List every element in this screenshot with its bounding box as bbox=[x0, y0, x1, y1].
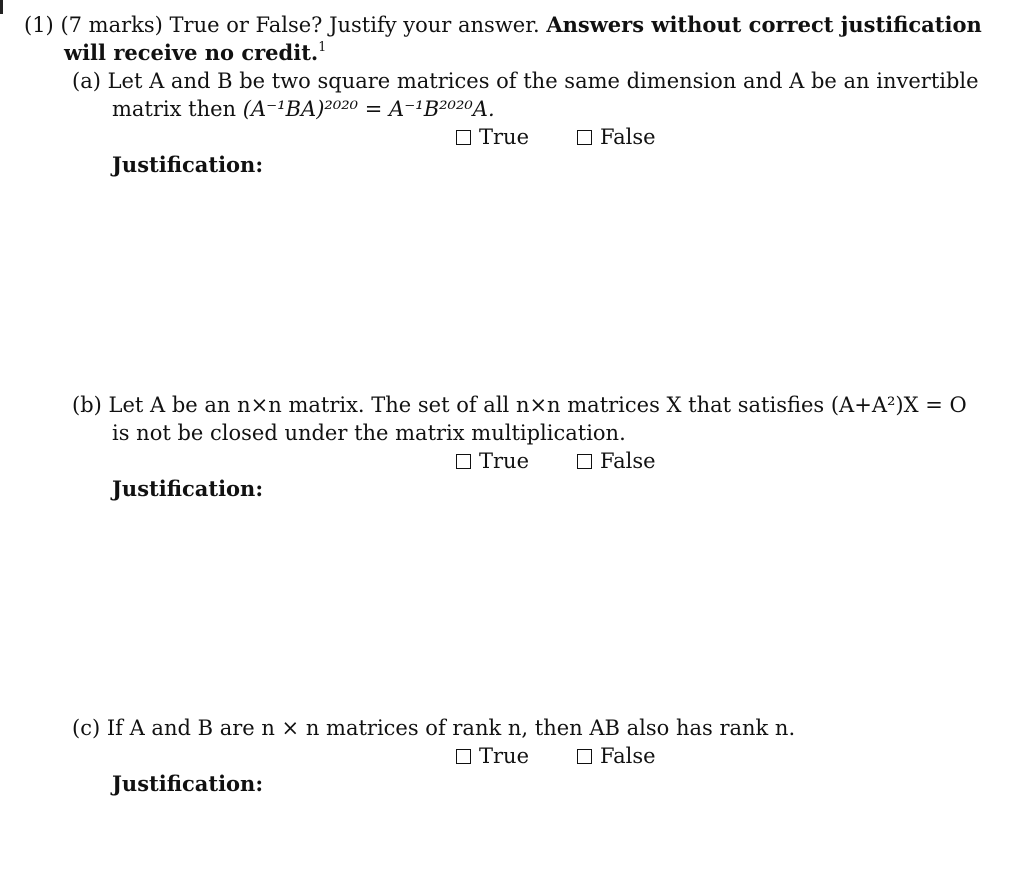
part-b-true-checkbox[interactable] bbox=[456, 454, 471, 469]
part-c-text1: If A and B are n × n matrices of rank n, then AB also has rank n. bbox=[106, 716, 796, 740]
question-header-line1 bbox=[24, 12, 982, 38]
question-header-line2 bbox=[64, 40, 326, 66]
part-a-text1: Let A and B be two square matrices of the same dimension and A be an invertible bbox=[107, 69, 979, 93]
question-warning-2: will receive no credit. bbox=[64, 40, 319, 65]
part-c-label: (c) bbox=[72, 716, 101, 740]
footnote-marker: 1 bbox=[318, 39, 327, 55]
part-b-false-option[interactable] bbox=[577, 448, 656, 474]
part-a-label: (a) bbox=[72, 69, 101, 93]
part-a-line1 bbox=[72, 68, 979, 94]
part-b-true-label: True bbox=[479, 449, 529, 473]
part-a-false-checkbox[interactable] bbox=[577, 130, 592, 145]
question-prompt: True or False? Justify your answer. bbox=[169, 13, 540, 37]
part-a-true-label: True bbox=[479, 125, 529, 149]
part-c-false-label: False bbox=[600, 744, 656, 768]
part-a-false-label: False bbox=[600, 125, 656, 149]
part-a-true-option[interactable] bbox=[456, 124, 529, 150]
part-b-text1: Let A be an n×n matrix. The set of all n×n matrices X that satisfies (A+A²)X = O bbox=[108, 393, 967, 417]
part-b-line1 bbox=[72, 392, 967, 418]
part-b-text2: is not be closed under the matrix multiplication. bbox=[112, 421, 626, 445]
question-number: (1) bbox=[24, 13, 54, 37]
question-marks: (7 marks) bbox=[60, 13, 163, 37]
part-a-justification-label: Justification: bbox=[112, 152, 264, 177]
part-b-true-option[interactable] bbox=[456, 448, 529, 474]
part-a-text2-prefix: matrix then bbox=[112, 97, 237, 121]
part-b-false-checkbox[interactable] bbox=[577, 454, 592, 469]
corner-mark bbox=[0, 0, 3, 14]
part-a-true-checkbox[interactable] bbox=[456, 130, 471, 145]
part-c-line1 bbox=[72, 715, 795, 741]
question-warning-1: Answers without correct justification bbox=[546, 12, 982, 37]
part-a-math: (A⁻¹BA)²⁰²⁰ = A⁻¹B²⁰²⁰A. bbox=[242, 97, 495, 121]
part-c-true-checkbox[interactable] bbox=[456, 749, 471, 764]
part-c-true-option[interactable] bbox=[456, 743, 529, 769]
part-c-true-label: True bbox=[479, 744, 529, 768]
part-b-label: (b) bbox=[72, 393, 102, 417]
part-a-false-option[interactable] bbox=[577, 124, 656, 150]
part-c-false-option[interactable] bbox=[577, 743, 656, 769]
part-c-false-checkbox[interactable] bbox=[577, 749, 592, 764]
part-b-line2 bbox=[112, 420, 626, 446]
part-c-justification-label: Justification: bbox=[112, 771, 264, 796]
part-b-justification-label: Justification: bbox=[112, 476, 264, 501]
part-a-line2 bbox=[112, 96, 495, 122]
part-b-false-label: False bbox=[600, 449, 656, 473]
